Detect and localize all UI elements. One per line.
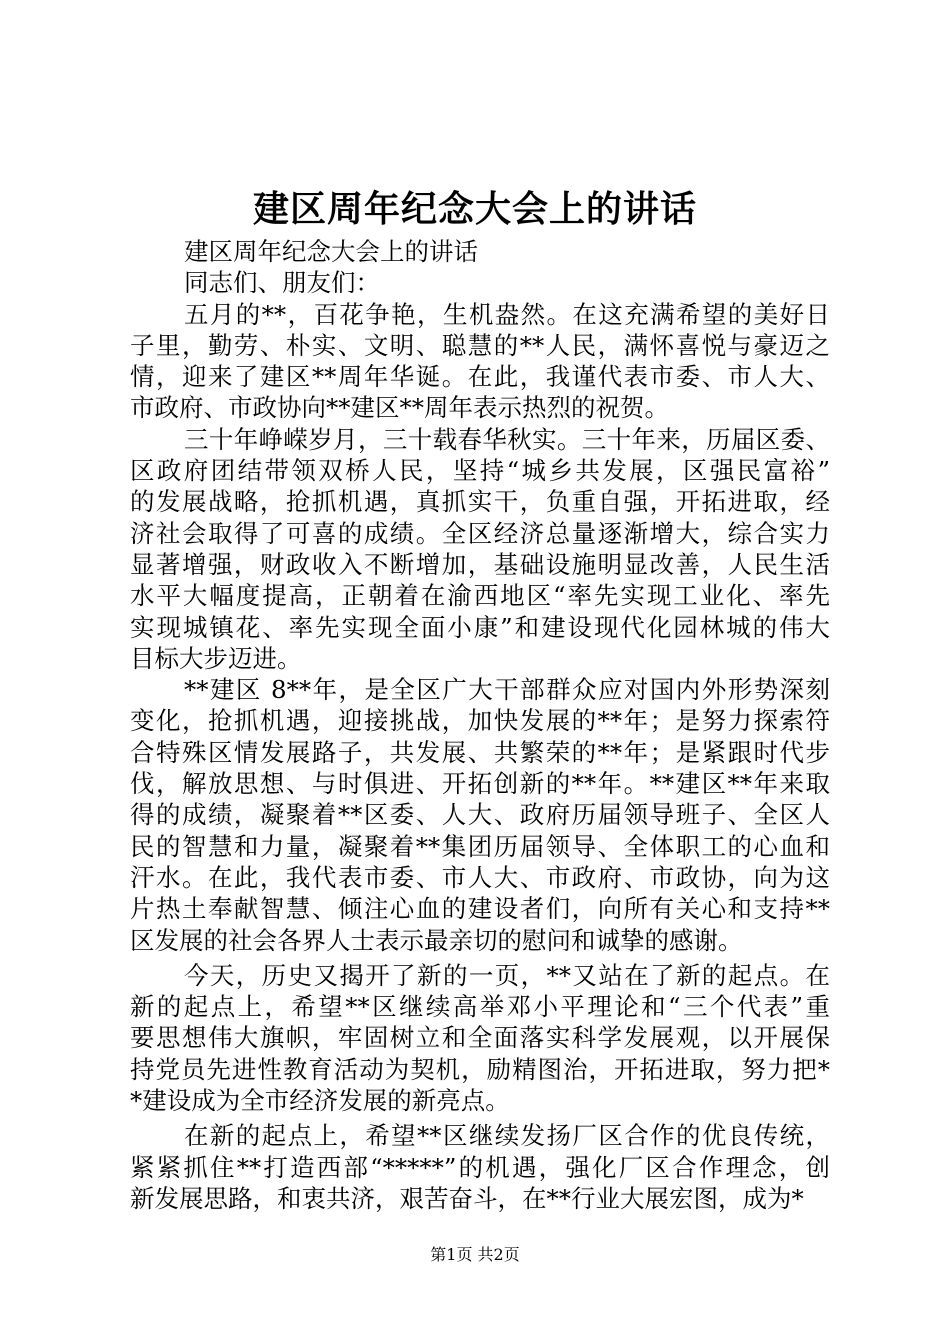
text-line: 新的起点上，希望**区继续高举邓小平理论和“三个代表”重 xyxy=(130,992,830,1022)
text-line: 新发展思路，和衷共济，艰苦奋斗，在**行业大展宏图，成为* xyxy=(130,1183,804,1213)
text-line: 市政府、市政协向**建区**周年表示热烈的祝贺。 xyxy=(130,393,669,423)
text-line: 三十年峥嵘岁月，三十载春华秋实。三十年来，历届区委、 xyxy=(184,424,830,454)
text-line: 的发展战略，抢抓机遇，真抓实干，负重自强，开拓进取，经 xyxy=(130,487,830,517)
text-line: 伐，解放思想、与时俱进、开拓创新的**年。**建区**年来取 xyxy=(130,769,830,799)
document-body xyxy=(130,236,830,1214)
paragraph xyxy=(130,960,830,1116)
page-footer: 第1页 共2页 xyxy=(430,1245,520,1264)
text-line: 区政府团结带领双桥人民，坚持“城乡共发展，区强民富裕” xyxy=(130,456,830,486)
paragraph xyxy=(130,674,830,956)
text-line: 变化，抢抓机遇，迎接挑战，加快发展的**年；是努力探索符 xyxy=(130,706,830,736)
text-line: **建区 8**年，是全区广大干部群众应对国内外形势深刻 xyxy=(184,675,830,705)
text-line: 水平大幅度提高，正朝着在渝西地区“率先实现工业化、率先 xyxy=(130,581,830,611)
document-title: 建区周年纪念大会上的讲话 xyxy=(252,188,697,230)
text-line: 子里，勤劳、朴实、文明、聪慧的**人民，满怀喜悦与豪迈之 xyxy=(130,330,830,360)
paragraph xyxy=(130,267,830,298)
text-line: 同志们、朋友们： xyxy=(184,268,380,298)
text-line: 济社会取得了可喜的成绩。全区经济总量逐渐增大，综合实力 xyxy=(130,518,830,548)
text-line: 情，迎来了建区**周年华诞。在此，我谨代表市委、市人大、 xyxy=(130,362,830,392)
text-line: 紧紧抓住**打造西部“*****”的机遇，强化厂区合作理念，创 xyxy=(130,1152,830,1182)
text-line: 建区周年纪念大会上的讲话 xyxy=(184,237,478,266)
paragraph xyxy=(130,424,830,674)
text-line: 合特殊区情发展路子，共发展、共繁荣的**年；是紧跟时代步 xyxy=(130,737,830,767)
text-line: 民的智慧和力量，凝聚着**集团历届领导、全体职工的心血和 xyxy=(130,831,830,861)
text-line: 片热土奉献智慧、倾注心血的建设者们，向所有关心和支持** xyxy=(130,894,830,924)
text-line: *建设成为全市经济发展的新亮点。 xyxy=(130,1086,510,1116)
text-line: 在新的起点上，希望**区继续发扬厂区合作的优良传统， xyxy=(184,1121,830,1151)
text-line: 区发展的社会各界人士表示最亲切的慰问和诚挚的感谢。 xyxy=(130,925,743,955)
text-line: 五月的**，百花争艳，生机盎然。在这充满希望的美好日 xyxy=(184,299,830,329)
text-line: 显著增强，财政收入不断增加，基础设施明显改善，人民生活 xyxy=(130,549,830,579)
paragraph xyxy=(130,299,830,424)
text-line: 要思想伟大旗帜，牢固树立和全面落实科学发展观，以开展保 xyxy=(130,1023,830,1053)
text-line: 实现城镇花、率先实现全面小康”和建设现代化园林城的伟大 xyxy=(130,612,830,642)
text-line: 得的成绩，凝聚着**区委、人大、政府历届领导班子、全区人 xyxy=(130,800,830,830)
text-line: 持党员先进性教育活动为契机，励精图治，开拓进取，努力把* xyxy=(130,1054,830,1084)
text-line: 目标大步迈进。 xyxy=(130,643,302,673)
text-line: 今天，历史又揭开了新的一页，**又站在了新的起点。在 xyxy=(184,960,830,990)
text-line: 汗水。在此，我代表市委、市人大、市政府、市政协，向为这 xyxy=(130,862,830,892)
paragraph xyxy=(130,236,830,267)
paragraph xyxy=(130,1120,830,1214)
